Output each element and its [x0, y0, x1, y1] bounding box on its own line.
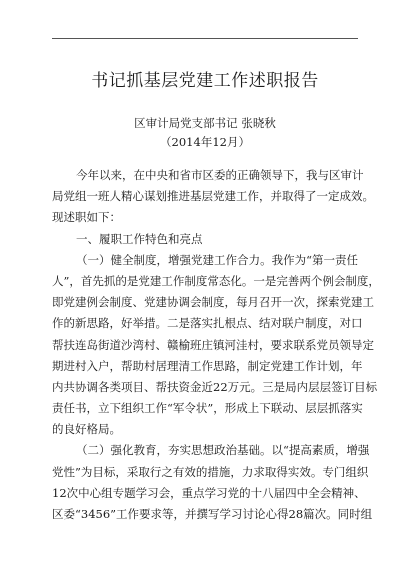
body-line: 12次中心组专题学习会，重点学习党的十八届四中全会精神、	[52, 485, 366, 500]
body-line: 区委“3456”工作要求等，并撰写学习讨论心得28篇次。同时组	[52, 507, 373, 521]
report-title: 书记抓基层党建工作述职报告	[91, 71, 319, 91]
report-body	[52, 165, 380, 525]
body-line: 期进村入户，帮助村居理清工作思路，制定党建工作计划，年	[52, 358, 363, 373]
report-date: （2014年12月）	[160, 135, 250, 149]
body-line: 即党建例会制度、党建协调会制度，每月召开一次，探索党建工	[52, 295, 374, 310]
body-line: （二）强化教育，夯实思想政治基础。以“提高素质，增强	[76, 443, 370, 458]
body-line: 人”，首先抓的是党建工作制度常态化。一是完善两个例会制度，	[52, 273, 380, 288]
body-line: 责任书，立下组织工作“军令状”，形成上下联动、层层抓落实	[52, 401, 363, 416]
body-line: 今年以来，在中央和省市区委的正确领导下，我与区审计	[76, 168, 364, 182]
report-author: 区审计局党支部书记 张晓秋	[134, 116, 276, 130]
body-line: 党性”为目标，采取行之有效的措施，力求取得实效。专门组织	[52, 464, 369, 479]
header-rule	[52, 38, 358, 39]
body-line: 现述职如下：	[52, 210, 121, 225]
body-line: （一）健全制度，增强党建工作合力。我作为“第一责任	[76, 252, 358, 267]
body-line: 局党组一班人精心谋划推进基层党建工作，并取得了一定成效。	[52, 189, 374, 204]
body-line: 内共协调各类项目、帮扶资金近22万元。三是局内层层签订目标	[52, 379, 378, 394]
body-line: 作的新思路，好举措。二是落实扎根点、结对联户制度，对口	[52, 316, 363, 331]
body-line: 一、履职工作特色和亮点	[76, 231, 203, 246]
body-line: 帮扶连岛街道沙湾村、赣榆班庄镇河洼村，要求联系党员领导定	[52, 337, 374, 352]
body-line: 的良好格局。	[52, 422, 121, 437]
